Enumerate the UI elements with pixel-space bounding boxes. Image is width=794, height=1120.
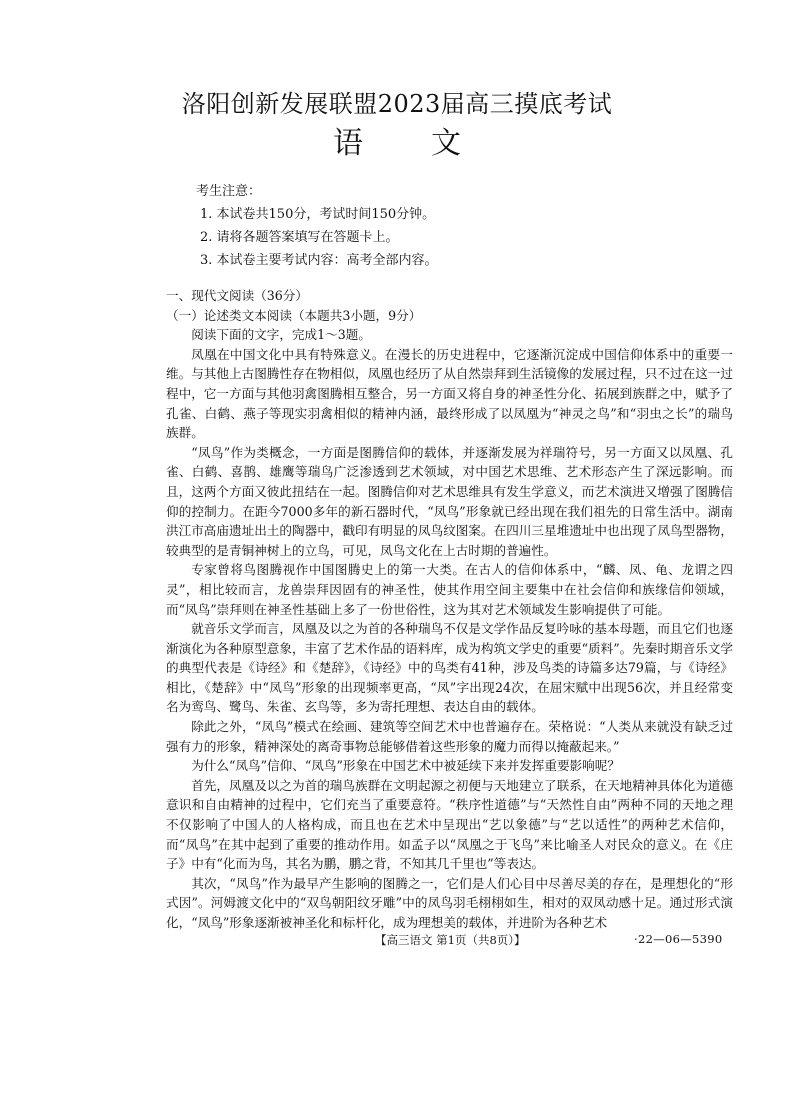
exam-title: 洛阳创新发展联盟2023届高三摸底考试 xyxy=(181,90,613,118)
notice-item: 1. 本试卷共150分，考试时间150分钟。 xyxy=(200,207,436,222)
section-subheading: （一）论述类文本阅读（本题共3小题，9分） xyxy=(166,307,422,323)
passage-paragraph: 首先，凤凰及以之为首的瑞鸟族群在文明起源之初便与天地建立了联系，在天地精神具体化为道德意识和自由精神的过程中，它们充当了重要意符。“秩序性道德”与“天然性自由”两种不同的天地之理不仅影响了中国人的人格构成，而且也在艺术中呈现出“艺以象德”与“艺以适性”的两种艺术信仰，而“凤鸟”在其中起到了重要的推动作用。如孟子以“凤凰之于飞鸟”来比喻圣人对民众的意义。在《庄子》中有“化而为鸟，其名为鹏，鹏之背，不知其几千里也”等表达。 xyxy=(166,777,733,872)
passage-paragraph: 除此之外，“凤鸟”模式在绘画、建筑等空间艺术中也普遍存在。荣格说：“人类从来就没有缺乏过强有力的形象，精神深处的离奇事物总能够借着这些形象的魔力而得以掩蔽起来。” xyxy=(166,719,733,754)
candidate-notice xyxy=(196,180,696,272)
section-heading: 一、现代文阅读（36分） xyxy=(166,288,308,303)
passage-paragraph: 就音乐文学而言，凤凰及以之为首的各种瑞鸟不仅是文学作品反复吟咏的基本母题，而且它们也逐渐演化为各种原型意象，丰富了艺术作品的语料库，成为构筑文学史的重要“质料”。先秦时期音乐文学的典型代表是《诗经》和《楚辞》，《诗经》中的鸟类有41种，涉及鸟类的诗篇多达79篇，与《诗经》相比，《楚辞》中“凤鸟”形象的出现频率更高，“凤”字出现24次，在屈宋赋中出现56次，并且经常变名为鸾鸟、鹭鸟、朱雀、玄鸟等，多为寄托理想、表达自由的载体。 xyxy=(166,621,734,715)
notice-item: 2. 请将各题答案填写在答题卡上。 xyxy=(200,230,399,245)
passage-paragraph: 其次，“凤鸟”作为最早产生影响的图腾之一，它们是人们心目中尽善尽美的存在，是理想化的“形式因”。河姆渡文化中的“双鸟朝阳纹牙雕”中的凤鸟羽毛栩栩如生，相对的双凤动感十足。通过形式演化，“凤鸟”形象逐渐被神圣化和标杆化，成为理想美的载体，并进阶为各种艺术 xyxy=(166,875,733,930)
subject-title xyxy=(0,118,794,162)
subject-char: 语 xyxy=(333,126,363,161)
reading-section xyxy=(166,286,733,933)
page-number: 【高三语文 第1页（共8页）】 xyxy=(375,933,526,947)
passage-paragraph: 凤凰在中国文化中具有特殊意义。在漫长的历史进程中，它逐渐沉淀成中国信仰体系中的重要一维。与其他上古图腾性存在物相似，凤凰也经历了从自然崇拜到生活镜像的发展过程，只不过在这一过程中，它一方面与其他羽禽图腾相互整合，另一方面又将自身的神圣性分化、拓展到族群之中，赋予了孔雀、白鹤、燕子等现实羽禽相似的精神内涵，最终形成了以凤凰为“神灵之鸟”和“羽虫之长”的瑞鸟族群。 xyxy=(166,346,733,441)
passage-paragraph: 专家曾将鸟图腾视作中国图腾史上的第一大类。在古人的信仰体系中，“麟、凤、龟、龙谓之四灵”，相比较而言，龙兽崇拜因固有的神圣性，使其作用空间主要集中在社会信仰和族缘信仰领域，而“凤鸟”崇拜则在神圣性基础上多了一份世俗性，这为其对艺术领域发生影响提供了可能。 xyxy=(166,562,733,617)
subject-char: 文 xyxy=(431,126,461,161)
passage-paragraph: “凤鸟”作为类概念，一方面是图腾信仰的载体，并逐渐发展为祥瑞符号，另一方面又以凤凰、孔雀、白鹤、喜鹊、雄鹰等瑞鸟广泛渗透到艺术领域，对中国艺术思维、艺术形态产生了深远影响。而且，这两个方面又彼此扭结在一起。图腾信仰对艺术思维具有发生学意义，而艺术演进又增强了图腾信仰的控制力。在距今7000多年的新石器时代，“凤鸟”形象就已经出现在我们祖先的日常生活中。湖南洪江市高庙遗址出土的陶器中，戳印有明显的凤鸟纹图案。在四川三星堆遗址中也出现了凤鸟型器物，较典型的是青铜神树上的立鸟，可见，凤鸟文化在上古时期的普遍性。 xyxy=(166,444,733,558)
passage-paragraph: 为什么“凤鸟”信仰、“凤鸟”形象在中国艺术中被延续下来并发挥重要影响呢？ xyxy=(191,758,620,774)
exam-code: ·22—06—5390 xyxy=(634,932,723,946)
notice-heading: 考生注意： xyxy=(196,184,262,199)
notice-item: 3. 本试卷主要考试内容：高考全部内容。 xyxy=(200,253,438,268)
section-instruction: 阅读下面的文字，完成1～3题。 xyxy=(191,327,371,343)
